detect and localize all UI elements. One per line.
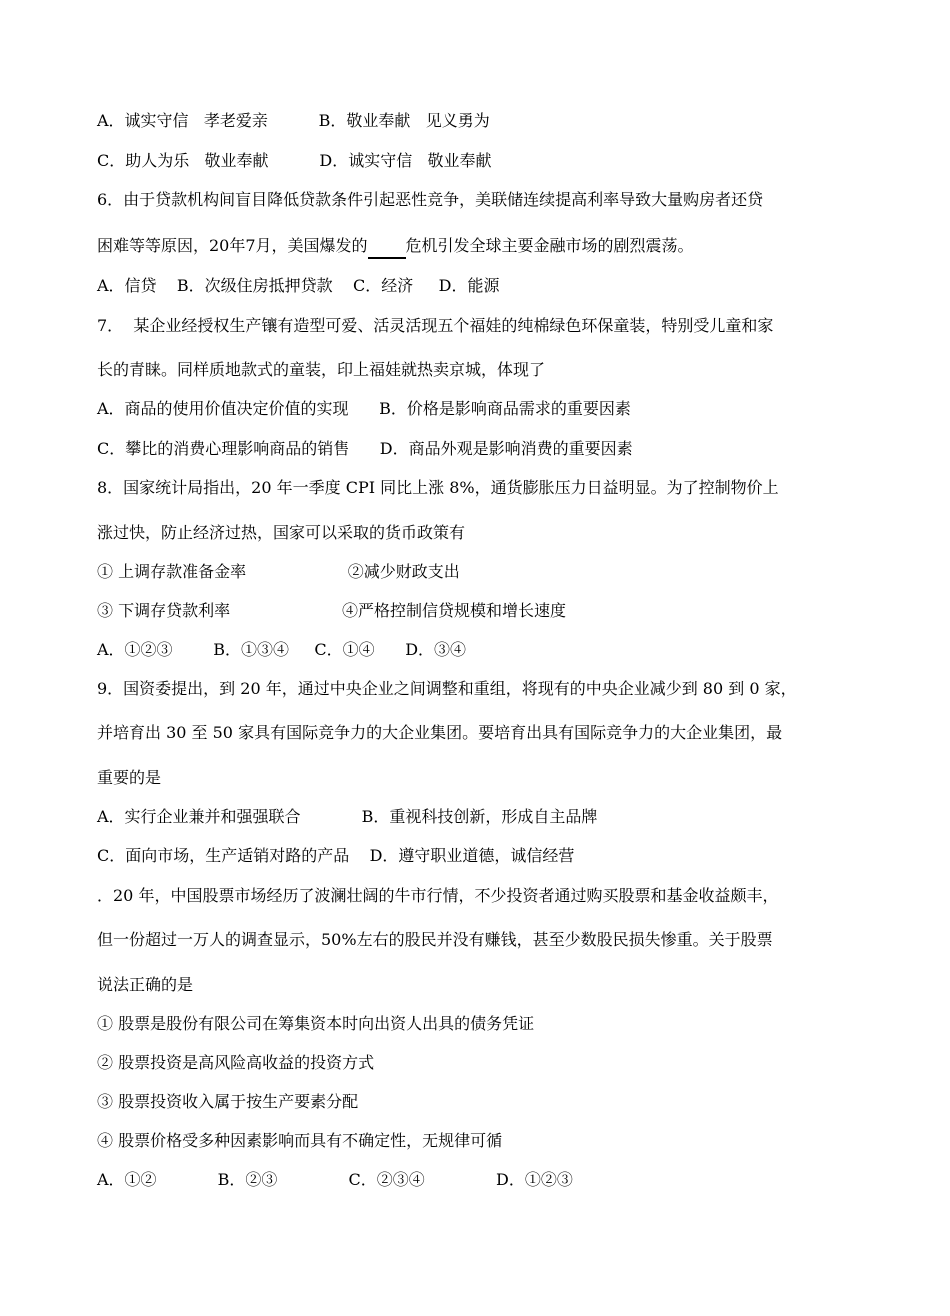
q8-options: A．①②③ B．①③④ C．①④ D．③④ xyxy=(97,640,467,659)
q6-stem-after-blank: 危机引发全球主要金融市场的剧烈震荡。 xyxy=(405,236,694,255)
answer-blank xyxy=(368,235,406,259)
q8-choice-3-4: ③ 下调存贷款利率 ④严格控制信贷规模和增长速度 xyxy=(97,601,566,620)
q7-option-ab: A．商品的使用价值决定价值的实现 B．价格是影响商品需求的重要因素 xyxy=(97,399,631,418)
q10-choice-2: ② 股票投资是高风险高收益的投资方式 xyxy=(97,1053,375,1072)
q5-option-ab: A．诚实守信 孝老爱亲 B．敬业奉献 见义勇为 xyxy=(97,111,490,130)
q10-stem-line-2: 但一份超过一万人的调查显示，50%左右的股民并没有赚钱，甚至少数股民损失惨重。关于股票 xyxy=(97,930,773,949)
q6-stem-before-blank: 困难等等原因，20年7月，美国爆发的 xyxy=(97,236,368,255)
q10-stem-line-3: 说法正确的是 xyxy=(97,975,194,994)
q9-stem-line-2: 并培育出 30 至 50 家具有国际竞争力的大企业集团。要培育出具有国际竞争力的大企业集团，最 xyxy=(97,723,783,742)
q5-option-cd: C．助人为乐 敬业奉献 D．诚实守信 敬业奉献 xyxy=(97,151,492,170)
q9-stem-line-3: 重要的是 xyxy=(97,768,162,787)
q10-options: A．①② B．②③ C．②③④ D．①②③ xyxy=(97,1170,573,1189)
q10-choice-4: ④ 股票价格受多种因素影响而具有不确定性，无规律可循 xyxy=(97,1131,503,1150)
q10-stem-line-1: ．20 年，中国股票市场经历了波澜壮阔的牛市行情，不少投资者通过购买股票和基金收益颇丰， xyxy=(97,886,779,905)
q7-stem-line-2: 长的青睐。同样质地款式的童装，印上福娃就热卖京城，体现了 xyxy=(97,360,546,379)
q10-choice-1: ① 股票是股份有限公司在筹集资本时向出资人出具的债务凭证 xyxy=(97,1014,535,1033)
q8-stem-line-1: 8．国家统计局指出，20 年一季度 CPI 同比上涨 8%，通货膨胀压力日益明显。为了控制物价上 xyxy=(97,478,779,497)
q9-option-ab: A．实行企业兼并和强强联合 B．重视科技创新，形成自主品牌 xyxy=(97,807,598,826)
q6-stem-line-1: 6．由于贷款机构间盲目降低贷款条件引起恶性竞争，美联储连续提高利率导致大量购房者还贷 xyxy=(97,190,764,209)
q8-choice-1-2: ① 上调存款准备金率 ②减少财政支出 xyxy=(97,562,460,581)
q6-options: A．信贷 B．次级住房抵押贷款 C．经济 D．能源 xyxy=(97,276,500,295)
q9-option-cd: C．面向市场，生产适销对路的产品 D．遵守职业道德，诚信经营 xyxy=(97,846,575,865)
q7-stem-line-1: 7． 某企业经授权生产镶有造型可爱、活灵活现五个福娃的纯棉绿色环保童装，特别受儿童和家 xyxy=(97,316,774,335)
q6-stem-line-2 xyxy=(97,235,694,259)
q7-option-cd: C．攀比的消费心理影响商品的销售 D．商品外观是影响消费的重要因素 xyxy=(97,439,633,458)
q9-stem-line-1: 9．国资委提出，到 20 年，通过中央企业之间调整和重组，将现有的中央企业减少到 80 到 0 家， xyxy=(97,679,797,698)
q8-stem-line-2: 涨过快，防止经济过热，国家可以采取的货币政策有 xyxy=(97,523,466,542)
q10-choice-3: ③ 股票投资收入属于按生产要素分配 xyxy=(97,1092,359,1111)
